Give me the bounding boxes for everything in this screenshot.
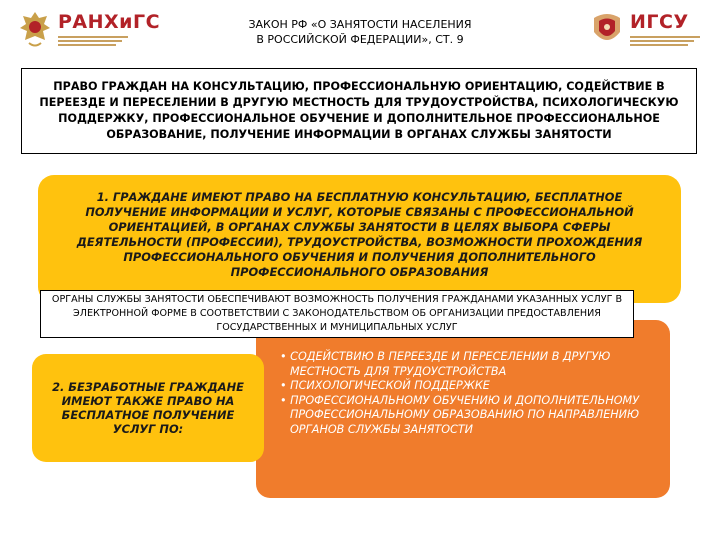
- service-item: • СОДЕЙСТВИЮ В ПЕРЕЕЗДЕ И ПЕРЕСЕЛЕНИИ В ДРУГУЮ МЕСТНОСТЬ ДЛЯ ТРУДОУСТРОЙСТВА: [280, 350, 660, 379]
- citizen-rights-box: [21, 68, 697, 154]
- title-line-2: В РОССИЙСКОЙ ФЕДЕРАЦИИ», СТ. 9: [256, 33, 464, 46]
- title-line-1: ЗАКОН РФ «О ЗАНЯТОСТИ НАСЕЛЕНИЯ: [248, 18, 472, 31]
- eagle-emblem-icon: [18, 10, 52, 48]
- point-1-text: 1. ГРАЖДАНЕ ИМЕЮТ ПРАВО НА БЕСПЛАТНУЮ КОНСУЛЬТАЦИЮ, БЕСПЛАТНОЕ ПОЛУЧЕНИЕ ИНФОРМАЦИИ И УСЛУГ, КОТОРЫЕ СВЯЗАНЫ С ПРОФЕССИОНАЛЬНОЙ ОРИЕНТАЦИЕЙ, В ОРГАНАХ СЛУЖБЫ ЗАНЯТОСТИ В ЦЕЛЯХ ВЫБОРА СФЕРЫ ДЕЯТЕЛЬНОСТИ (ПРОФЕССИИ), ТРУДОУСТРОЙСТВА, ВОЗМОЖНОСТИ ПРОХОЖДЕНИЯ ПРОФЕССИОНАЛЬНОГО ОБУЧЕНИЯ И ПОЛУЧЕНИЯ ДОПОЛНИТЕЛЬНОГО ПРОФЕССИОНАЛЬНОГО ОБРАЗОВАНИЯ: [76, 190, 643, 279]
- point-2-box: [32, 354, 264, 462]
- services-list: [280, 350, 660, 437]
- igsu-logo-text: ИГСУ: [630, 11, 689, 33]
- point-2-text: 2. БЕЗРАБОТНЫЕ ГРАЖДАНЕ ИМЕЮТ ТАКЖЕ ПРАВО НА БЕСПЛАТНОЕ ПОЛУЧЕНИЕ УСЛУГ ПО:: [52, 380, 244, 436]
- citizen-rights-text: ПРАВО ГРАЖДАН НА КОНСУЛЬТАЦИЮ, ПРОФЕССИОНАЛЬНУЮ ОРИЕНТАЦИЮ, СОДЕЙСТВИЕ В ПЕРЕЕЗДЕ И ПЕРЕСЕЛЕНИИ В ДРУГУЮ МЕСТНОСТЬ ДЛЯ ТРУДОУСТРОЙСТВА, ПСИХОЛОГИЧЕСКУЮ ПОДДЕРЖКУ, ПРОФЕССИОНАЛЬНОЕ ОБУЧЕНИЕ И ДОПОЛНИТЕЛЬНОЕ ПРОФЕССИОНАЛЬНОЕ ОБРАЗОВАНИЕ, ПОЛУЧЕНИЕ ИНФОРМАЦИИ В ОРГАНАХ СЛУЖБЫ ЗАНЯТОСТИ: [39, 80, 679, 141]
- page-title: [200, 17, 520, 47]
- point-1-box: [38, 175, 681, 303]
- service-item: • ПРОФЕССИОНАЛЬНОМУ ОБУЧЕНИЮ И ДОПОЛНИТЕЛЬНОМУ ПРОФЕССИОНАЛЬНОМУ ОБРАЗОВАНИЮ ПО НАПРАВЛЕНИЮ ОРГАНОВ СЛУЖБЫ ЗАНЯТОСТИ: [280, 394, 660, 438]
- ranepa-logo-text: РАНХиГС: [58, 11, 161, 33]
- electronic-services-text: ОРГАНЫ СЛУЖБЫ ЗАНЯТОСТИ ОБЕСПЕЧИВАЮТ ВОЗМОЖНОСТЬ ПОЛУЧЕНИЯ ГРАЖДАНАМИ УКАЗАННЫХ УСЛУГ В ЭЛЕКТРОННОЙ ФОРМЕ В СООТВЕТСТВИИ С ЗАКОНОДАТЕЛЬСТВОМ ОБ ОРГАНИЗАЦИИ ПРЕДОСТАВЛЕНИЯ ГОСУДАРСТВЕННЫХ И МУНИЦИПАЛЬНЫХ УСЛУГ: [51, 294, 623, 333]
- logo-subtitle-lines: [630, 34, 700, 46]
- logo-subtitle-lines: [58, 34, 160, 46]
- ranepa-logo: [18, 10, 160, 48]
- igsu-logo: [590, 10, 700, 48]
- service-item: • ПСИХОЛОГИЧЕСКОЙ ПОДДЕРЖКЕ: [280, 379, 660, 394]
- electronic-services-note: [40, 290, 634, 338]
- crest-emblem-icon: [590, 10, 624, 48]
